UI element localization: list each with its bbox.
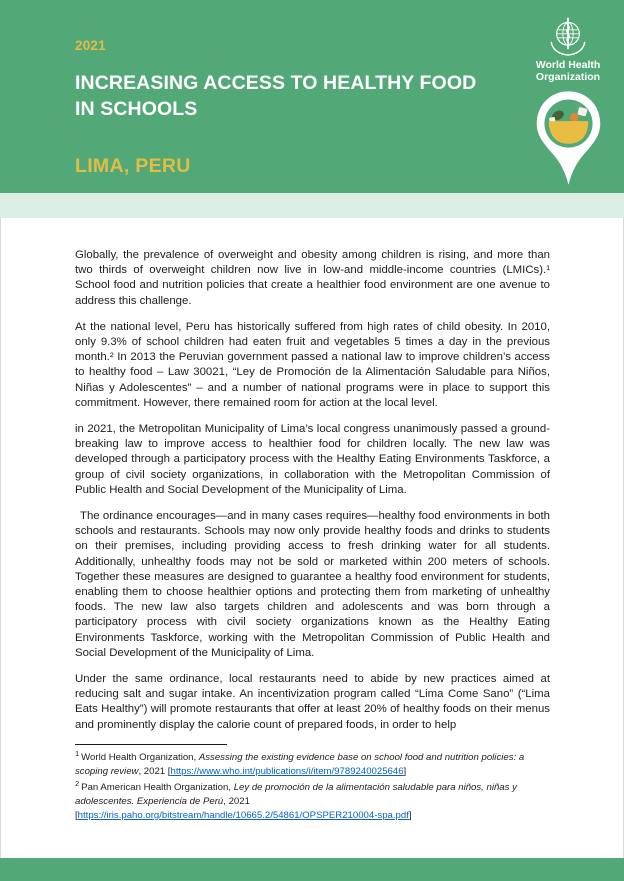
paragraph-restaurants: Under the same ordinance, local restaurants need to abide by new practices aimed at reducing salt and sugar intake. An incentivization program called “Lima Come Sano” (“Lima Eats Healthy”) will promote restaurants that offer at least 20% of healthy foods on their menus and prominently display the calorie count of prepared foods, in order to help [75, 673, 550, 731]
footnote-1-link[interactable]: https://www.who.int/publications/i/item/9789240025646 [170, 765, 404, 777]
location-pin-icon [530, 88, 607, 189]
who-logo-text: World Health Organization [535, 59, 601, 83]
header-banner [0, 0, 624, 193]
page-title-line1: INCREASING ACCESS TO HEALTHY FOOD [75, 72, 477, 94]
footnote-2-marker: 2 [75, 778, 80, 788]
paragraph-ordinance-schools: The ordinance encourages—and in many cases requires—healthy food environments in both schools and restaurants. Schools may now only provide healthy foods and drinks to students on their premises, including providing access to fresh drinking water for all students. Additionally, unhealthy foods may not be sold or marketed within 200 meters of schools. Together these measures are designed to guarantee a healthy food environment for students, enabling them to choose healthier options and protecting them from marketing of unhealthy foods. The new law also targets children and adolescents and was born through a participatory process with civil society organizations known as the Healthy Eating Environments Taskforce, working with the Metropolitan Commission of Public Health and Social Development of the Municipality of Lima. [75, 510, 550, 659]
document-body [0, 218, 624, 858]
location-subtitle: LIMA, PERU [75, 155, 191, 177]
who-emblem-icon [516, 14, 620, 58]
header-accent-strip [0, 193, 624, 218]
page-title-line2: IN SCHOOLS [75, 98, 198, 120]
paragraph-lima-law-2021: in 2021, the Metropolitan Municipality of Lima’s local congress unanimously passed a ground-breaking law to improve access to healthier food for children locally. The new law was developed through a participatory process with the Healthy Eating Environments Taskforce, a group of civil society organizations, in collaboration with the Metropolitan Commission of Public Health and Social Development of the Municipality of Lima. [75, 423, 550, 496]
footer-bar [0, 858, 624, 881]
paragraph-global-prevalence: Globally, the prevalence of overweight and obesity among children is rising, and more than two thirds of overweight children now live in low-and middle-income countries (LMICs).¹ School food and nutrition policies that create a healthier food environment are one avenue to address this challenge. [75, 249, 550, 307]
footnotes-section [75, 744, 550, 825]
footnote-2-link[interactable]: https://iris.paho.org/bitstream/handle/10665.2/54861/OPSPER210004-spa.pdf [77, 809, 409, 821]
footnote-1: $^1$ World Health Organization, Assessing the existing evidence base on school food and nutrition policies: a scoping review, 2021 [https://www.who.int/publications/i/item/9789240025646] [75, 748, 525, 777]
report-year: 2021 [75, 38, 106, 53]
paragraph-national-level: At the national level, Peru has historically suffered from high rates of child obesity. In 2010, only 9.3% of school children had eaten fruit and vegetables 5 times a day in the previous month.² In 2013 the Peruvian government passed a national law to improve children’s access to healthy food – Law 30021, “Ley de Promoción de la Alimentación Saludable para Niños, Niñas y Adolescentes” – and a number of national programs were in place to support this commitment. However, there remained room for action at the local level. [75, 320, 550, 409]
footnote-2: $^2$ Pan American Health Organization, Ley de promoción de la alimentación saludable para niños, niñas y adolescentes. Experiencia de Perú, 2021 [https://iris.paho.org/bitstream/handle/10665.2/54861/OPSPER210004-spa.pdf] [75, 778, 517, 821]
footnote-1-marker: 1 [75, 748, 80, 758]
footnote-separator [75, 744, 227, 745]
who-logo [516, 14, 620, 83]
